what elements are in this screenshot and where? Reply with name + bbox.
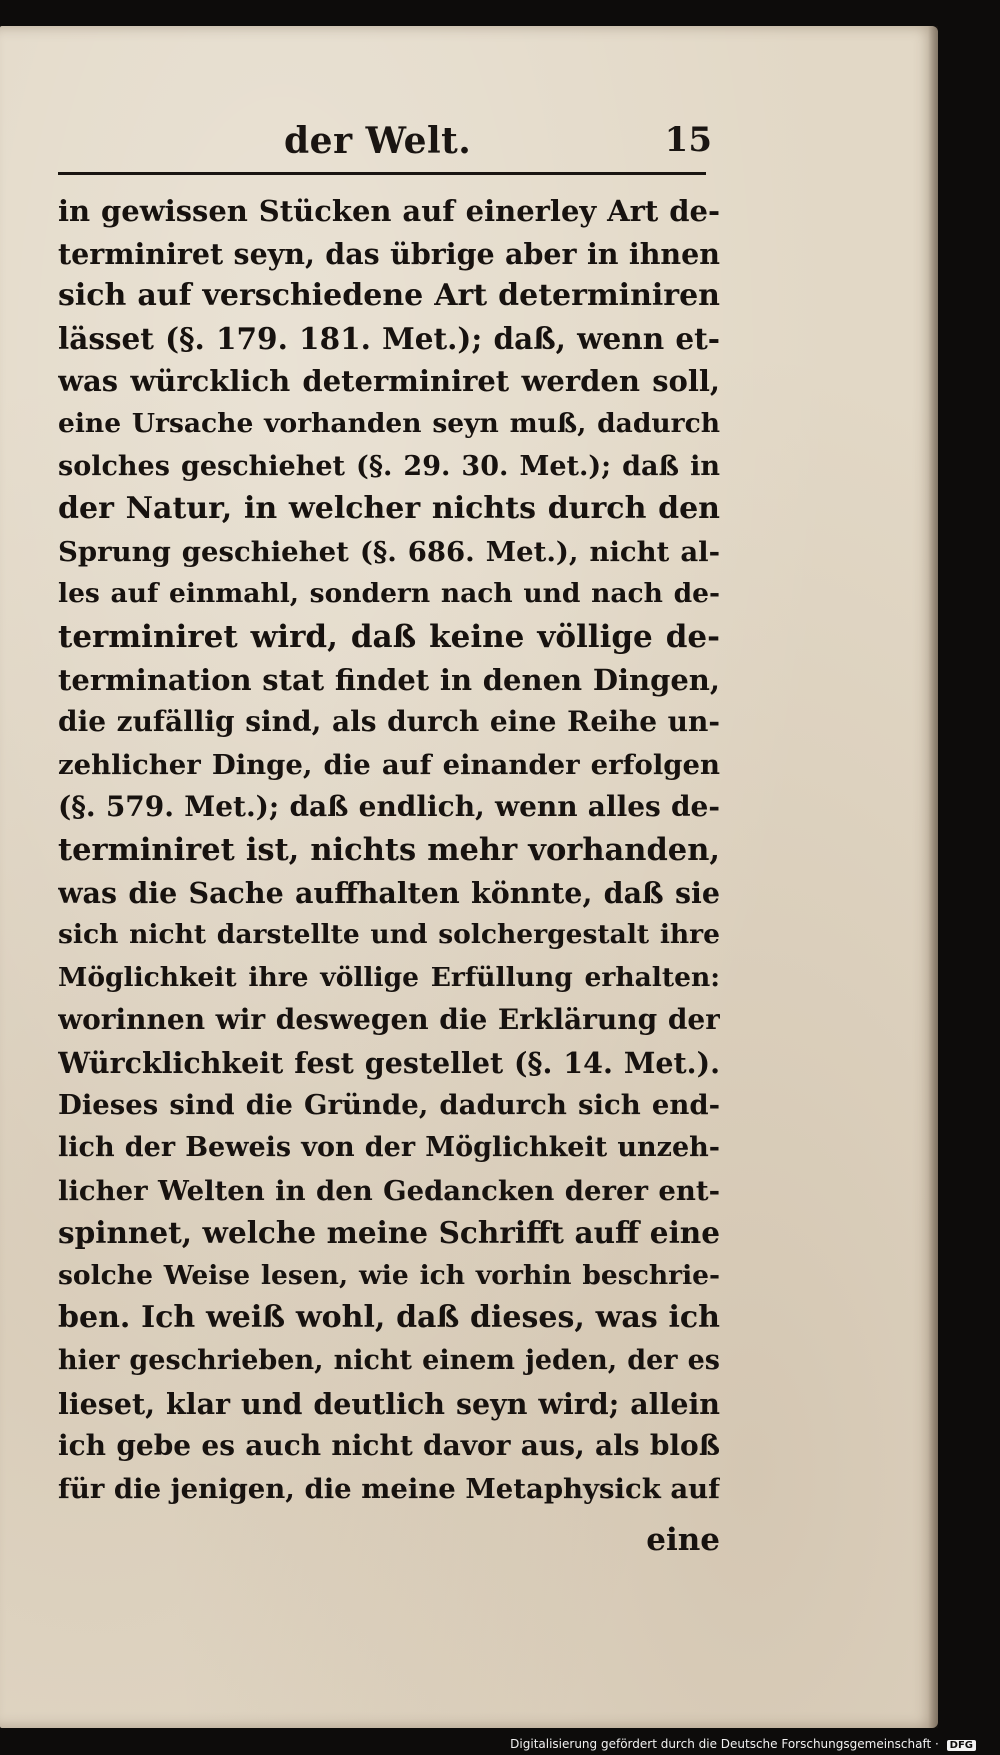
text-line: sich auf verschiedene Art determiniren (58, 278, 720, 314)
text-line: les auf einmahl, sondern nach und nach de- (58, 578, 720, 610)
text-line: was die Sache auffhalten könnte, daß sie (58, 875, 720, 910)
page-number: 15 (664, 120, 712, 160)
text-line: ben. Ich weiß wohl, daß dieses, was ich (58, 1300, 720, 1336)
text-line: eine Ursache vorhanden seyn muß, dadurch (58, 407, 720, 439)
text-line: die zufällig sind, als durch eine Reihe un- (58, 705, 720, 739)
running-title: der Welt. (284, 120, 472, 162)
text-line: terminiret ist, nichts mehr vorhanden, (58, 831, 720, 868)
body-text (58, 190, 720, 1510)
text-line: terminiret wird, daß keine völlige de- (58, 618, 720, 655)
text-line: in gewissen Stücken auf einerley Art de- (58, 194, 720, 228)
text-line: zehlicher Dinge, die auf einander erfolgen (58, 748, 720, 781)
page-edge-shadow (928, 26, 938, 1728)
text-line: lich der Beweis von der Möglichkeit unzeh- (58, 1132, 720, 1164)
page-header (52, 118, 712, 170)
text-line: was würcklich determiniret werden soll, (58, 364, 720, 399)
digitization-credit (510, 1737, 976, 1751)
text-line: worinnen wir deswegen die Erklärung der (58, 1003, 720, 1037)
text-line: lässet (§. 179. 181. Met.); daß, wenn et- (58, 320, 720, 356)
text-line: Sprung geschiehet (§. 686. Met.), nicht al- (58, 535, 720, 568)
text-line: hier geschrieben, nicht einem jeden, der es (58, 1345, 720, 1377)
credit-separator: · (935, 1737, 943, 1751)
text-line: ich gebe es auch nicht davor aus, als bloß (58, 1429, 720, 1463)
credit-text: Digitalisierung gefördert durch die Deutsche Forschungsgemeinschaft (510, 1737, 932, 1751)
text-line: sich nicht darstellte und solchergestalt ihre (58, 919, 720, 951)
text-line: für die jenigen, die meine Metaphysick auf (58, 1472, 720, 1505)
text-line: spinnet, welche meine Schrifft auff eine (58, 1215, 720, 1251)
text-line: licher Welten in den Gedancken derer ent- (58, 1174, 720, 1207)
dfg-logo: DFG (947, 1740, 976, 1751)
text-line: Dieses sind die Gründe, dadurch sich end- (58, 1089, 720, 1122)
text-line: lieset, klar und deutlich seyn wird; allein (58, 1386, 720, 1421)
text-line: termination stat findet in denen Dingen, (58, 662, 720, 697)
header-rule (58, 172, 706, 175)
text-line: der Natur, in welcher nichts durch den (58, 491, 720, 527)
text-line: (§. 579. Met.); daß endlich, wenn alles de- (58, 790, 720, 824)
text-line: solches geschiehet (§. 29. 30. Met.); daß in (58, 450, 720, 482)
text-line: terminiret seyn, das übrige aber in ihnen (58, 236, 720, 271)
book-page (0, 26, 938, 1728)
text-line: Würcklichkeit fest gestellet (§. 14. Met.). (58, 1045, 720, 1080)
text-line: solche Weise lesen, wie ich vorhin beschrie- (58, 1259, 720, 1291)
catchword: eine (646, 1522, 720, 1558)
text-line: Möglichkeit ihre völlige Erfüllung erhalten: (58, 961, 720, 993)
